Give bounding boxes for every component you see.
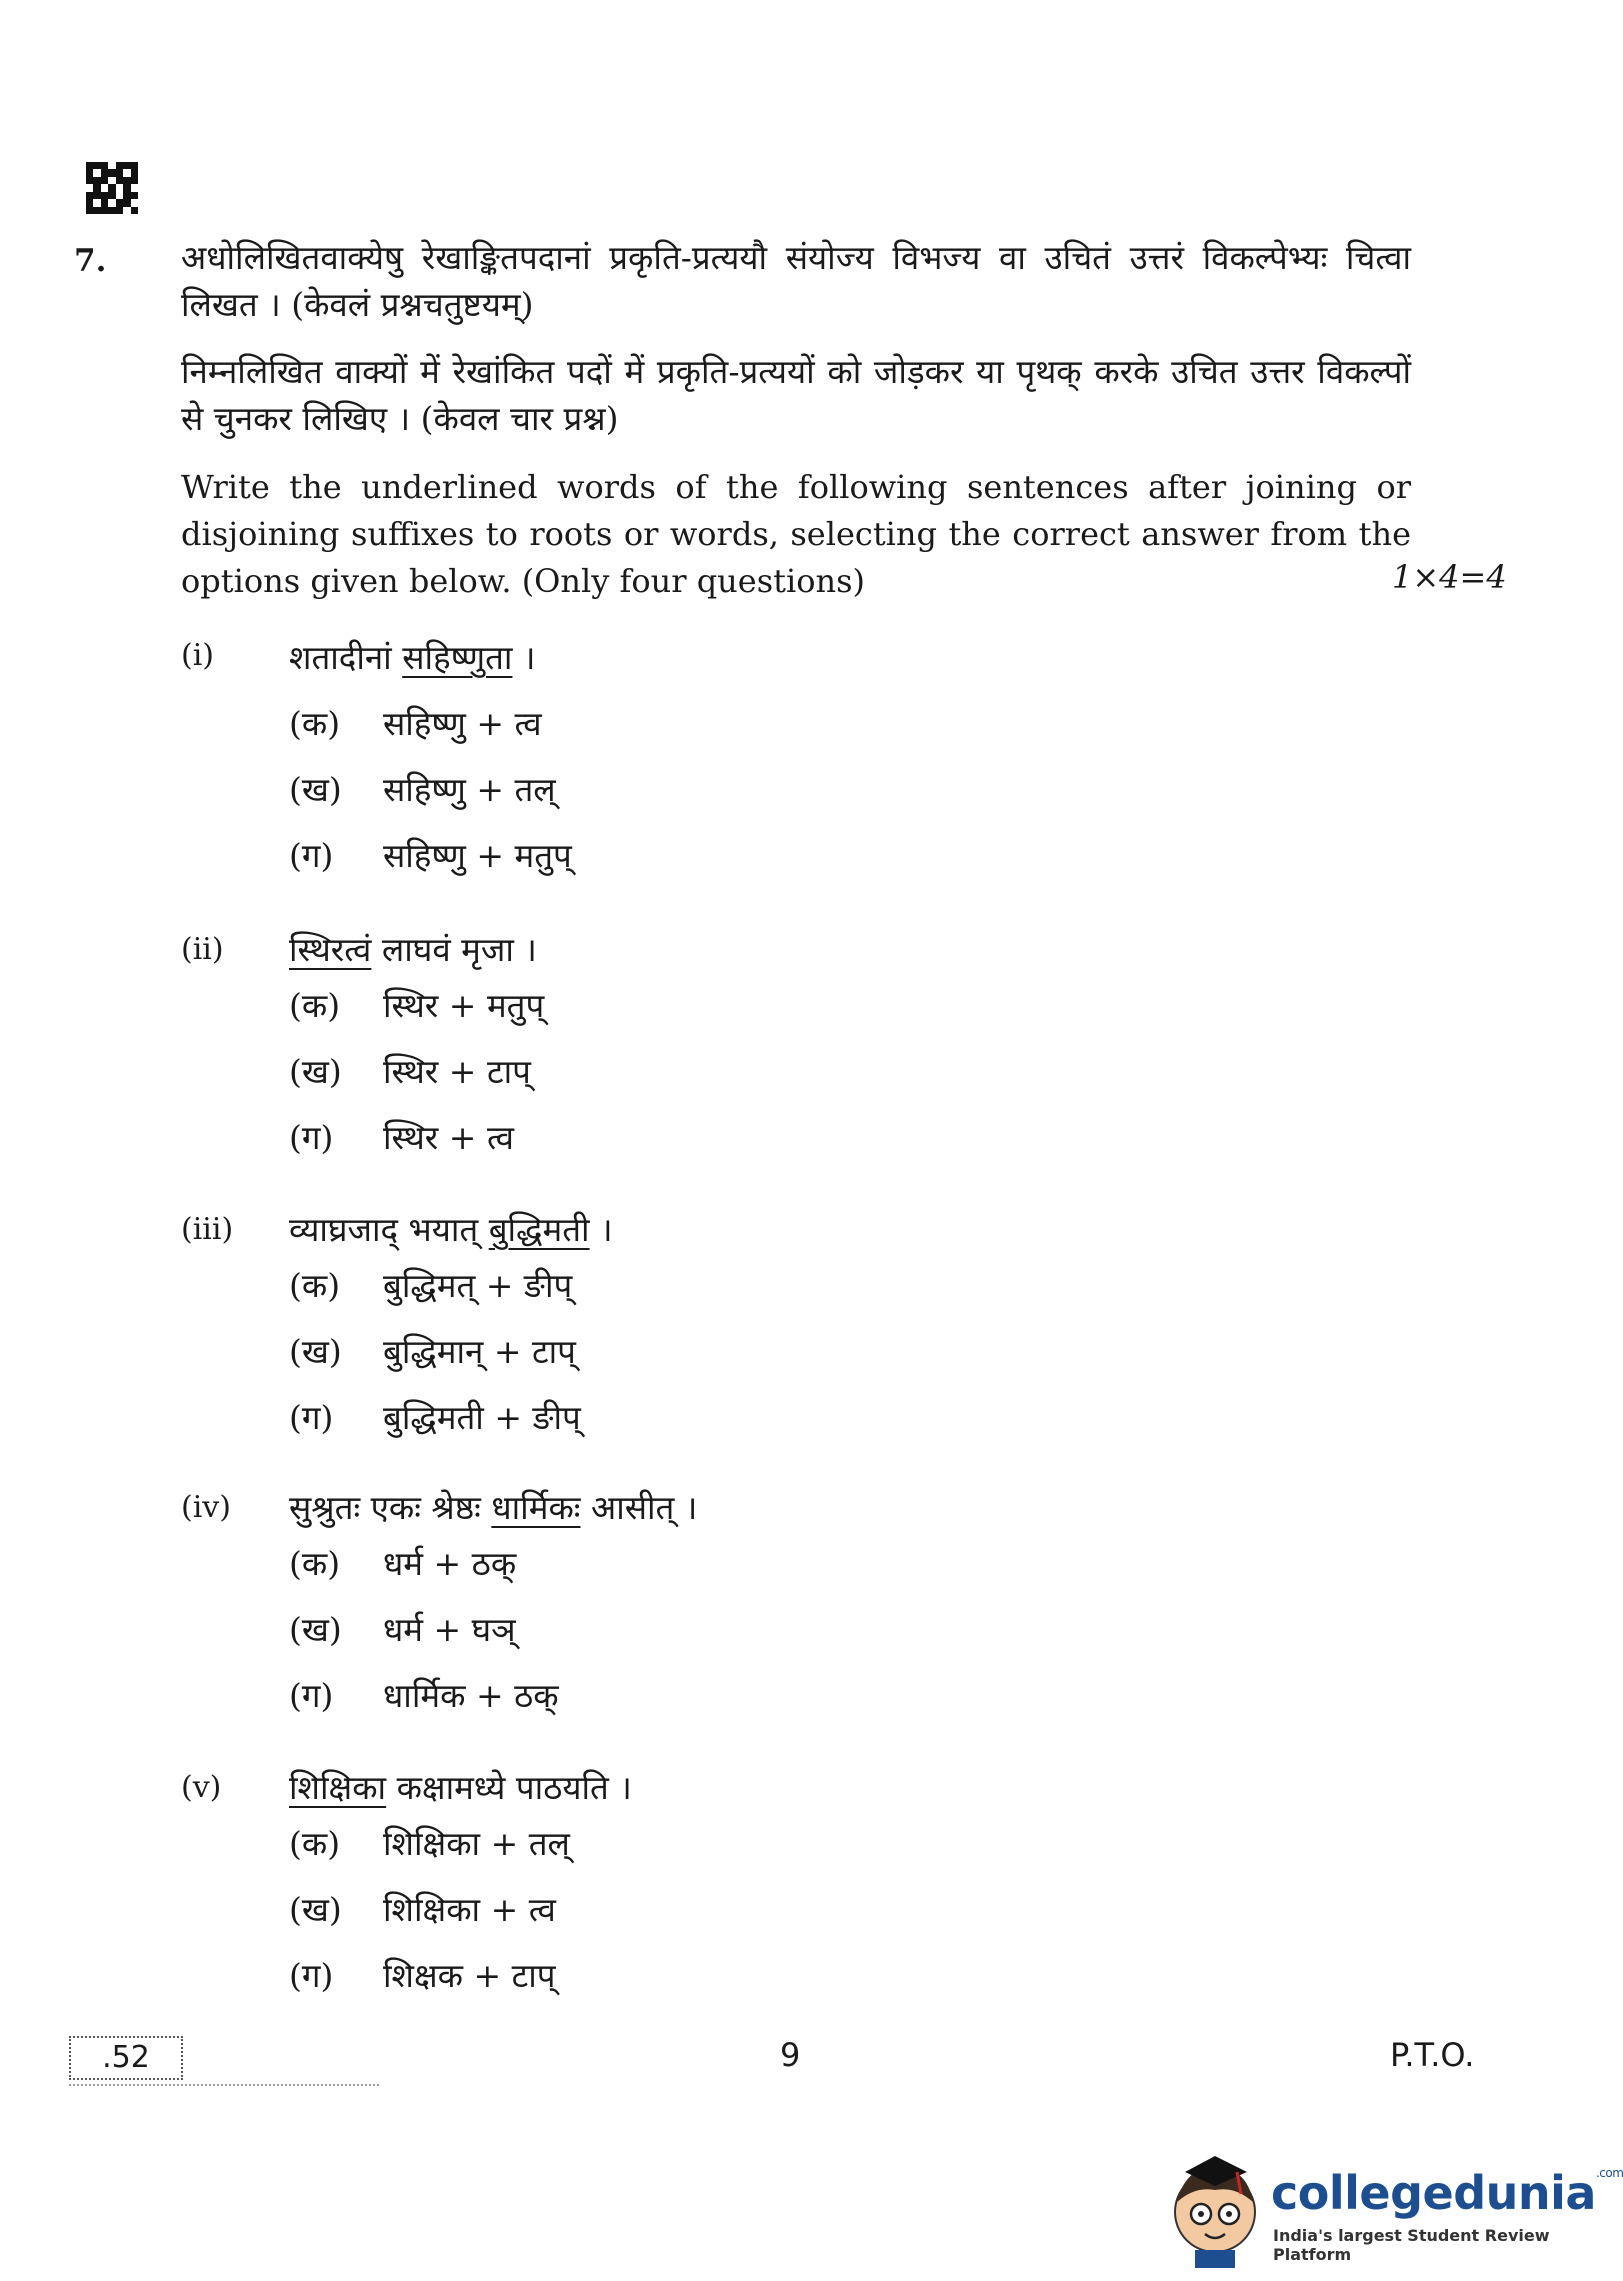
brand-tagline: India's largest Student Review Platform (1273, 2226, 1550, 2264)
underlined-word: स्थिरत्वं (289, 930, 372, 969)
question-number: 7. (74, 243, 107, 279)
option-item: (क) शिक्षिका + तल् (289, 1824, 570, 1863)
subquestion-stem: सुश्रुतः एकः श्रेष्ठः धार्मिकः आसीत् । (289, 1488, 698, 1527)
instruction-hindi: निम्नलिखित वाक्यों में रेखांकित पदों में प्रकृति-प्रत्ययों को जोड़कर या पृथक् करके उचित उत्तर विकल्पों से चुनकर लिखिए । (केवल चार प्रश्न) (181, 352, 1411, 438)
option-item: (क) बुद्धिमत् + ङीप् (289, 1266, 573, 1305)
option-item: (ख) स्थिर + टाप् (289, 1052, 531, 1091)
pto-label: P.T.O. (1390, 2036, 1475, 2074)
brand-name: collegedunia$^{.com}$ (1271, 2166, 1623, 2220)
subquestion-number: (iv) (181, 1490, 231, 1525)
paper-code: .52 (69, 2036, 183, 2080)
underlined-word: बुद्धिमती (488, 1210, 590, 1249)
option-item: (ख) शिक्षिका + त्व (289, 1890, 556, 1929)
subquestion-number: (iii) (181, 1212, 234, 1247)
subquestion-number: (ii) (181, 932, 224, 967)
option-item: (ग) स्थिर + त्व (289, 1118, 515, 1157)
instruction-sanskrit: अधोलिखितवाक्येषु रेखाङ्कितपदानां प्रकृति-प्रत्ययौ संयोज्य विभज्य वा उचितं उत्तरं विकल्पेभ्यः चित्वा लिखत । (केवलं प्रश्नचतुष्टयम्) (181, 238, 1411, 324)
option-item: (ग) सहिष्णु + मतुप् (289, 836, 572, 875)
subquestion-stem: स्थिरत्वं लाघवं मृजा । (289, 930, 537, 969)
footer-divider (69, 2084, 379, 2089)
subquestion-number: (i) (181, 638, 215, 673)
option-item: (क) सहिष्णु + त्व (289, 704, 542, 743)
subquestion-stem: शतादीनां सहिष्णुता । (289, 638, 536, 677)
option-item: (ख) बुद्धिमान् + टाप् (289, 1332, 576, 1371)
mascot-logo-icon (1165, 2150, 1265, 2270)
option-item: (क) स्थिर + मतुप् (289, 986, 545, 1025)
option-item: (ग) बुद्धिमती + ङीप् (289, 1398, 581, 1437)
marks-allocation: 1×4=4 (1392, 558, 1507, 596)
subquestion-number: (v) (181, 1770, 222, 1805)
instruction-english: Write the underlined words of the following sentences after joining or disjoining suffixes to roots or words, selecting the correct answer from the options given below. (Only four questions) (181, 468, 1411, 600)
underlined-word: सहिष्णुता (402, 638, 513, 677)
subquestion-stem: व्याघ्रजाद् भयात् बुद्धिमती । (289, 1210, 613, 1249)
qr-code-icon (86, 162, 138, 214)
underlined-word: धार्मिकः (491, 1488, 581, 1527)
underlined-word: शिक्षिका (289, 1768, 387, 1807)
subquestion-stem: शिक्षिका कक्षामध्ये पाठयति । (289, 1768, 632, 1807)
page-number: 9 (780, 2036, 801, 2074)
option-item: (ग) शिक्षक + टाप् (289, 1956, 556, 1995)
collegedunia-watermark (1165, 2150, 1623, 2270)
option-item: (ख) धर्म + घञ् (289, 1610, 516, 1649)
option-item: (ख) सहिष्णु + तल् (289, 770, 556, 809)
option-item: (क) धर्म + ठक् (289, 1544, 517, 1583)
option-item: (ग) धार्मिक + ठक् (289, 1676, 559, 1715)
